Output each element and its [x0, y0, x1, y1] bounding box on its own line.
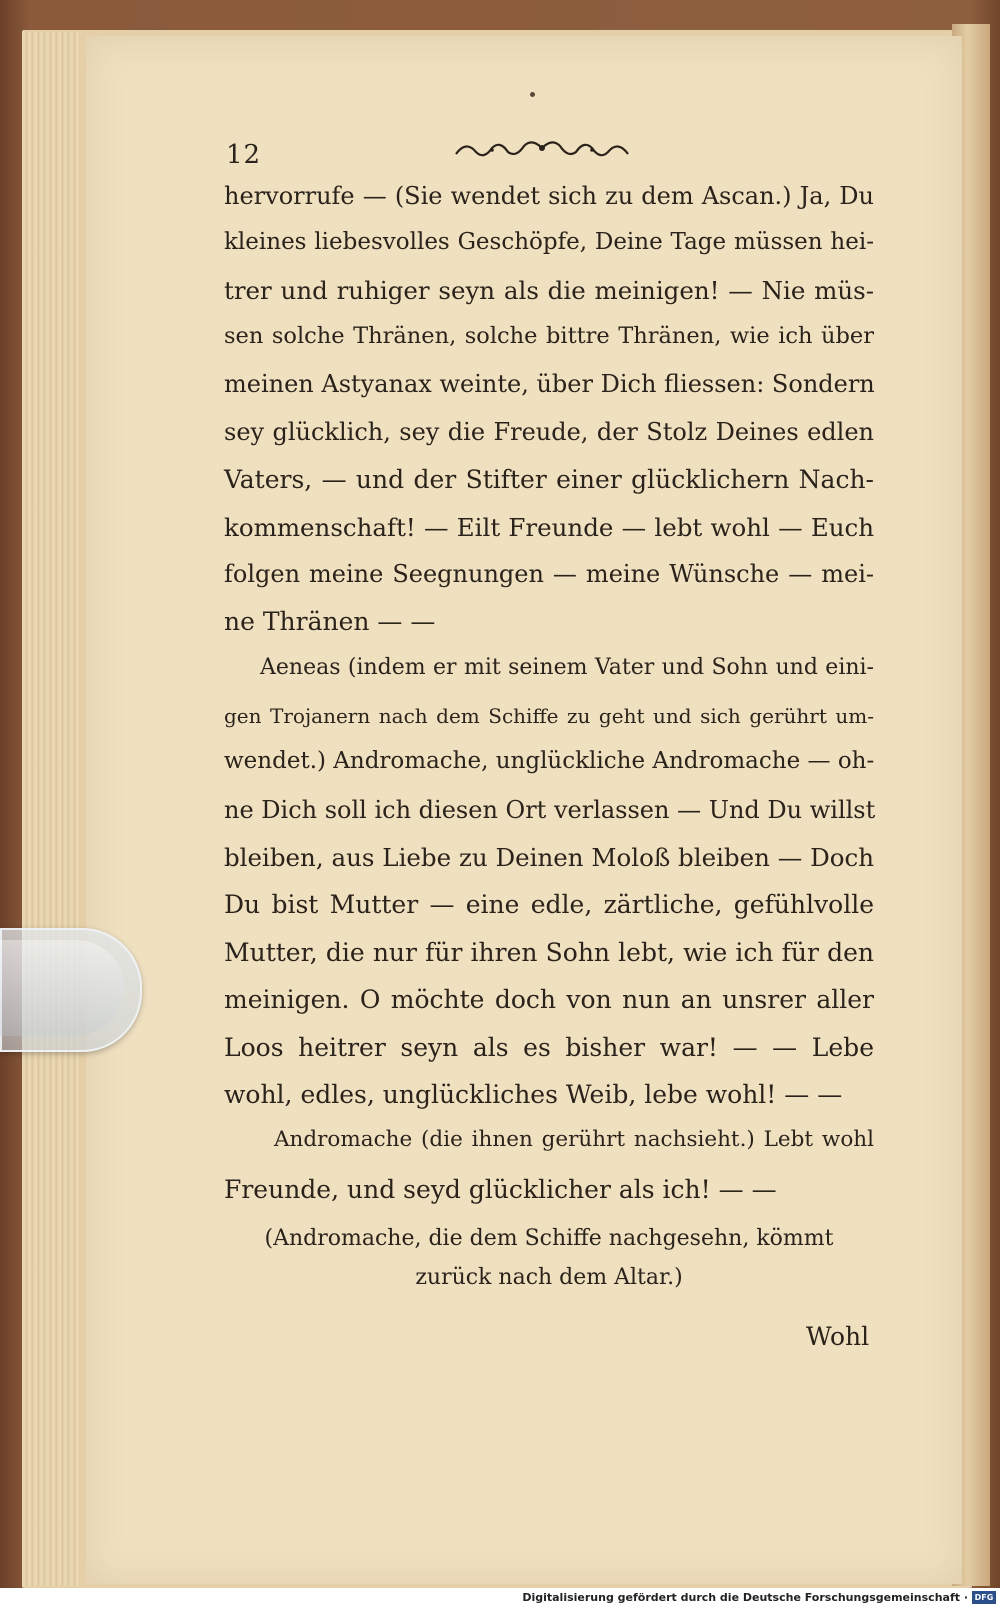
catchword: Wohl — [806, 1322, 870, 1351]
text-line: sey glücklich, sey die Freude, der Stolz Deines edlen — [224, 418, 874, 446]
text-line: meinigen. O möchte doch von nun an unsrer aller — [224, 985, 874, 1014]
stage-direction-line: (Andromache, die dem Schiffe nachgesehn, kömmt — [264, 1226, 834, 1251]
paper-speck — [530, 92, 535, 97]
text-line: trer und ruhiger seyn als die meinigen! — Nie müs- — [224, 276, 874, 305]
text-line: meinen Astyanax weinte, über Dich fliessen: Sondern — [224, 370, 875, 398]
text-line: ne Thränen — — — [224, 607, 436, 636]
text-line: Mutter, die nur für ihren Sohn lebt, wie ich für den — [224, 938, 874, 967]
text-line: kommenschaft! — Eilt Freunde — lebt wohl — Euch — [224, 513, 874, 542]
text-line: wohl, edles, unglückliches Weib, lebe wohl! — — — [224, 1080, 843, 1109]
text-line: folgen meine Seegnungen — meine Wünsche — mei- — [224, 560, 874, 588]
text-line: Du bist Mutter — eine edle, zärtliche, gefühlvolle — [224, 890, 874, 919]
text-line: bleiben, aus Liebe zu Deinen Moloß bleiben — Doch — [224, 843, 874, 872]
text-line: kleines liebesvolles Geschöpfe, Deine Tage müssen hei- — [224, 229, 874, 255]
speaker-line: Andromache (die ihnen gerührt nachsieht.) Lebt wohl — [274, 1127, 874, 1152]
ornament-header-icon — [452, 136, 632, 164]
dfg-logo-icon: DFG — [972, 1591, 996, 1604]
footer-credit: Digitalisierung gefördert durch die Deutsche Forschungsgemeinschaft · — [522, 1591, 968, 1604]
stage-direction-line: zurück nach dem Altar.) — [415, 1265, 683, 1290]
text-line: sen solche Thränen, solche bittre Thränen, wie ich über — [224, 323, 874, 349]
text-line: Freunde, und seyd glücklicher als ich! — — — [224, 1175, 777, 1204]
text-line: ne Dich soll ich diesen Ort verlassen — Und Du willst — [224, 796, 876, 824]
page-clip-highlight — [0, 940, 124, 1036]
text-line: wendet.) Andromache, unglückliche Andromache — oh- — [224, 748, 875, 774]
text-line: hervorrufe — (Sie wendet sich zu dem Ascan.) Ja, Du — [224, 182, 874, 210]
stage-direction-line: gen Trojanern nach dem Schiffe zu geht und sich gerührt um- — [224, 704, 874, 728]
speaker-line: Aeneas (indem er mit seinem Vater und Sohn und eini- — [260, 655, 874, 680]
page-number: 12 — [226, 140, 262, 170]
text-line: Loos heitrer seyn als es bisher war! — — Lebe — [224, 1033, 874, 1062]
page-edges-left — [22, 32, 80, 1586]
text-line: Vaters, — und der Stifter einer glücklichern Nach- — [224, 465, 874, 494]
